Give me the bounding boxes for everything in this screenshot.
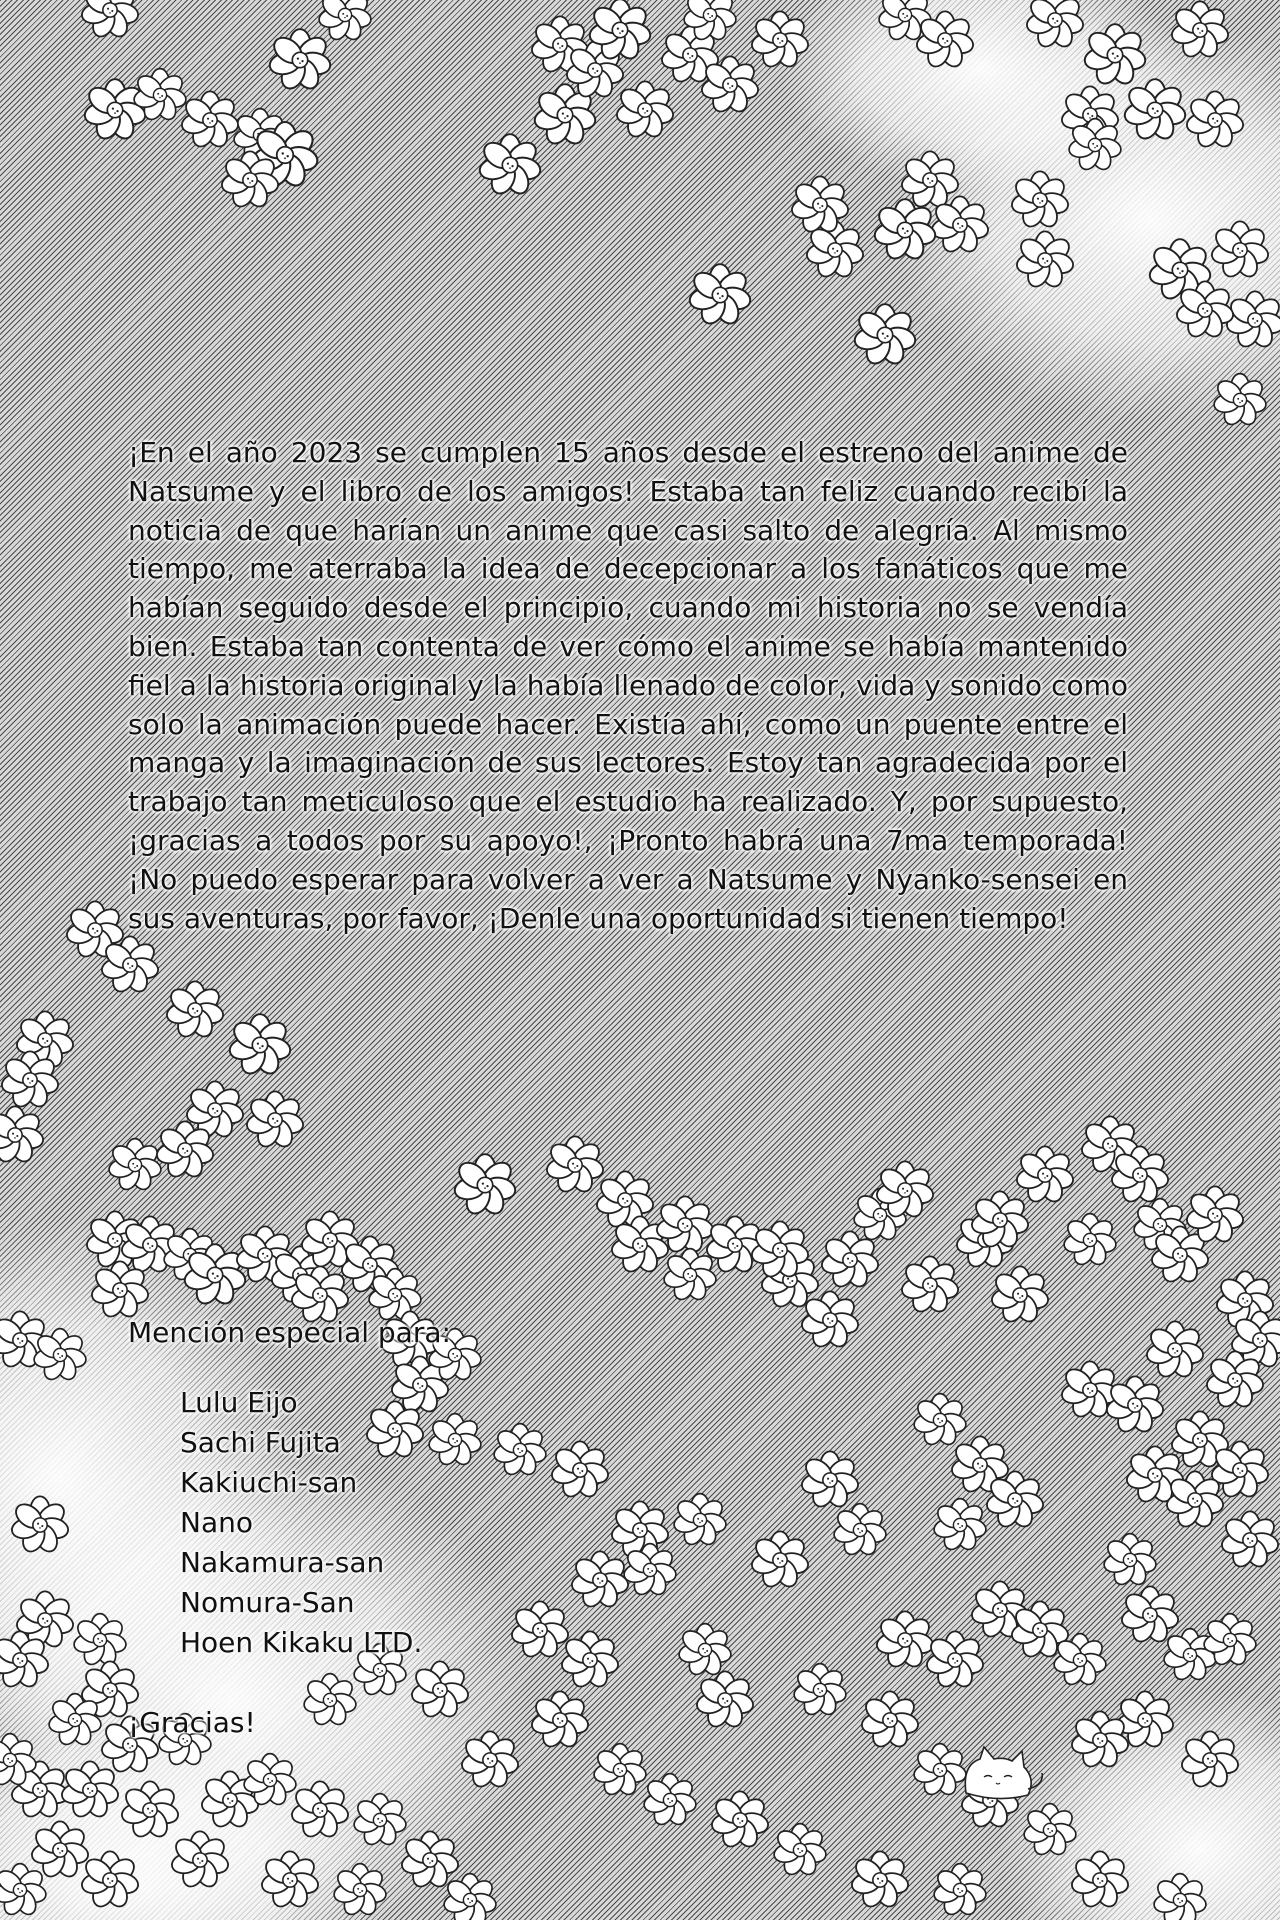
thanks-heading: Mención especial para: — [128, 1316, 451, 1349]
name-item: Hoen Kikaku LTD. — [180, 1626, 423, 1659]
special-thanks-section — [128, 1313, 648, 1743]
name-item: Lulu Eijo — [180, 1386, 298, 1419]
message-text-block — [128, 434, 1128, 938]
cat-icon — [958, 1745, 1048, 1805]
name-item: Nomura-San — [180, 1586, 355, 1619]
message-paragraph: ¡En el año 2023 se cumplen 15 años desde el estreno del anime de Natsume y el libro de los amigos! Estaba tan feliz cuando recibí la noticia de que harían un anime que casi salto de alegría. Al mismo tiempo, me aterraba la idea de decepcionar a los fanáticos que me habían seguido desde el principio, cuando mi historia no se vendía bien. Estaba tan contenta de ver cómo el anime se había mantenido fiel a la historia original y la había llenado de color, vida y sonido como solo la animación puede hacer. Existía ahí, como un puente entre el manga y la imaginación de sus lectores. Estoy tan agradecida por el trabajo tan meticuloso que el estudio ha realizado. Y, por supuesto, ¡gracias a todos por su apoyo!, ¡Pronto habrá una 7ma temporada! ¡No puedo esperar para volver a ver a Natsume y Nyanko-sensei en sus aventuras, por favor, ¡Denle una oportunidad si tienen tiempo! — [128, 436, 1128, 935]
name-item: Nakamura-san — [180, 1546, 385, 1579]
name-item: Nano — [180, 1506, 253, 1539]
names-list — [128, 1383, 648, 1663]
name-item: Sachi Fujita — [180, 1426, 341, 1459]
closing-thanks: ¡Gracias! — [128, 1706, 256, 1739]
name-item: Kakiuchi-san — [180, 1466, 358, 1499]
